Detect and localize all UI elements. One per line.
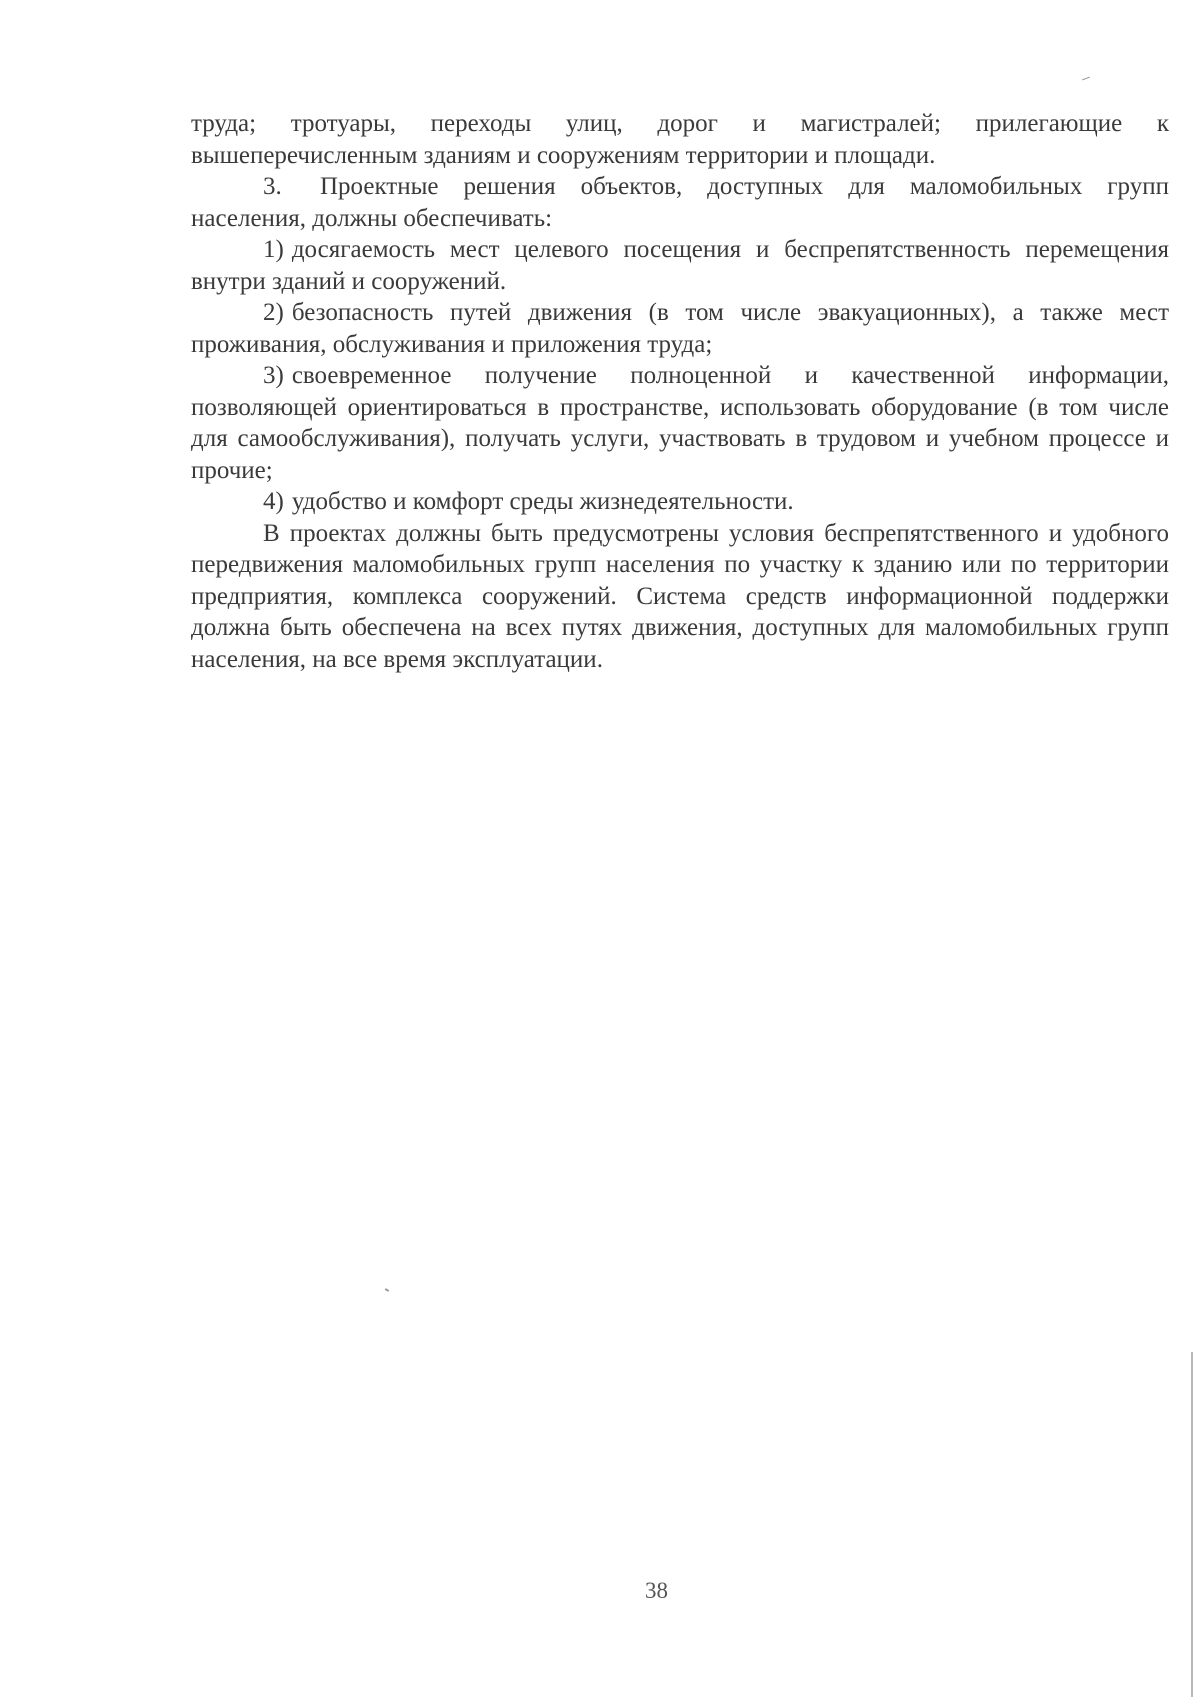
continuation-paragraph: труда; тротуары, переходы улиц, дорог и магистралей; прилегающие к вышеперечисленным зданиям и сооружениям территории и площади. — [191, 110, 1169, 169]
page-number: 38 — [645, 1578, 668, 1603]
scan-edge-line — [1191, 1352, 1193, 1697]
list-item-text: безопасность путей движения (в том числе эвакуационных), а также мест проживания, обслуживания и приложения труда; — [191, 299, 1169, 358]
scan-mark — [1082, 77, 1090, 81]
clause-text: Проектные решения объектов, доступных для маломобильных групп населения, должны обеспечивать: — [191, 173, 1169, 232]
list-item-marker: 3) — [263, 362, 284, 389]
list-item-marker: 4) — [263, 488, 284, 515]
list-item-marker: 1) — [263, 236, 284, 263]
list-item-marker: 2) — [263, 299, 284, 326]
list-item-text: удобство и комфорт среды жизнедеятельности. — [291, 488, 794, 515]
list-item — [191, 360, 1169, 486]
scan-mark — [385, 1288, 389, 1292]
closing-paragraph: В проектах должны быть предусмотрены условия беспрепятственного и удобного передвижения маломобильных групп населения по участку к зданию или по территории предприятия, комплекса сооружений. Система средств информационной поддержки должна быть обеспечена на всех путях движения, доступных для маломобильных групп населения, на все время эксплуатации. — [191, 519, 1169, 673]
list-item — [191, 297, 1169, 360]
clause-number: 3. — [263, 173, 282, 200]
clause-3 — [191, 171, 1169, 234]
list-item — [191, 234, 1169, 297]
list-item-text: своевременное получение полноценной и качественной информации, позволяющей ориентироваться в пространстве, использовать оборудование (в том числе для самообслуживания), получать услуги, участвовать в трудовом и учебном процессе и прочие; — [191, 362, 1169, 484]
document-body — [191, 108, 1169, 675]
list-item-text: досягаемость мест целевого посещения и беспрепятственность перемещения внутри зданий и сооружений. — [191, 236, 1169, 295]
list-item — [191, 486, 1169, 518]
